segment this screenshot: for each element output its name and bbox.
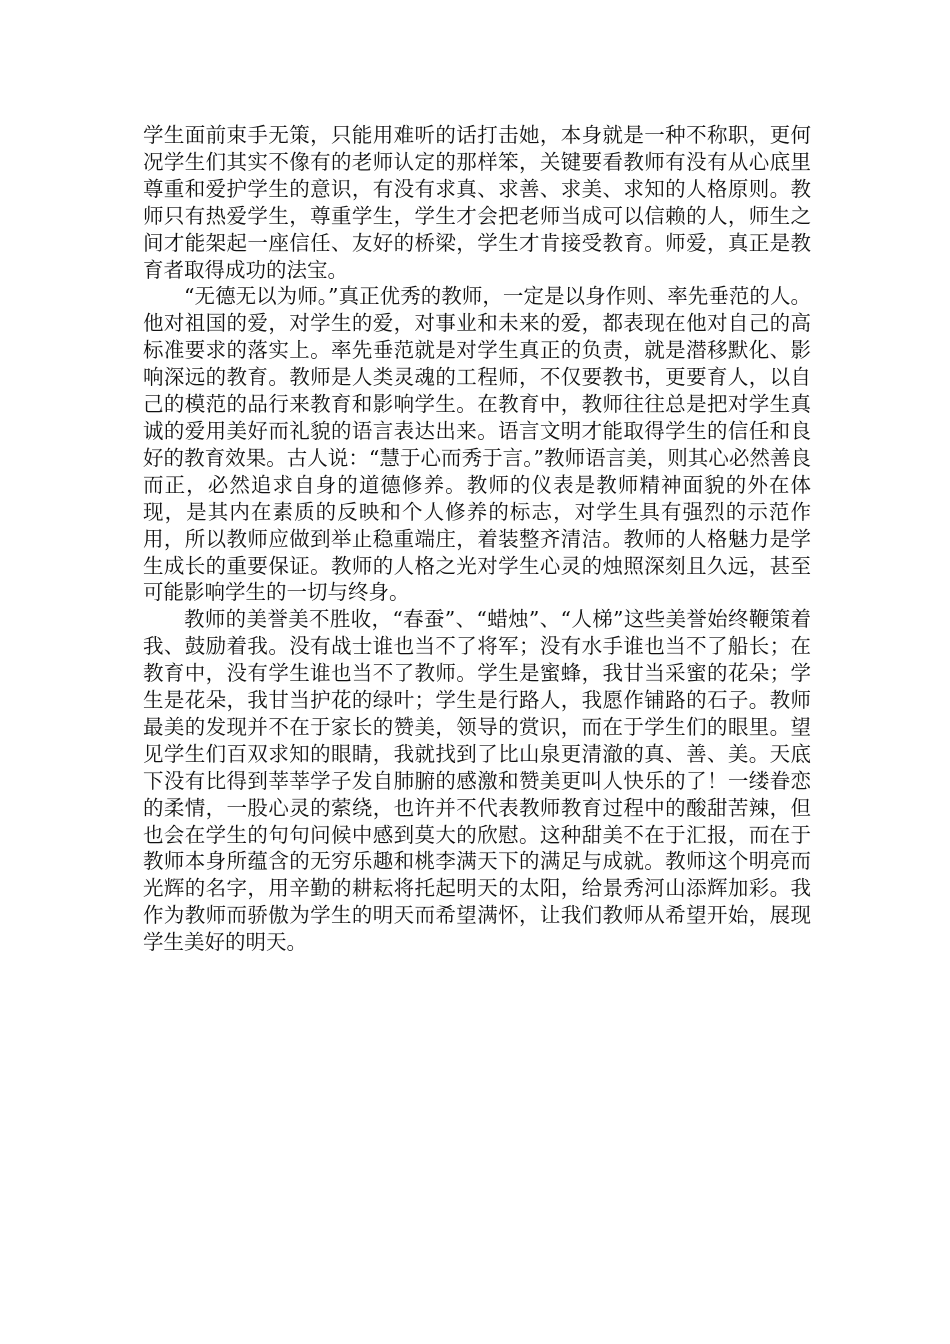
document-body bbox=[143, 122, 811, 956]
paragraph-2: “无德无以为师。”真正优秀的教师，一定是以身作则、率先垂范的人。他对祖国的爱，对学生的爱，对事业和未来的爱，都表现在他对自己的高标准要求的落实上。率先垂范就是对学生真正的负责，就是潜移默化、影响深远的教育。教师是人类灵魂的工程师，不仅要教书，更要育人，以自己的模范的品行来教育和影响学生。在教育中，教师往往总是把对学生真诚的爱用美好而礼貌的语言表达出来。语言文明才能取得学生的信任和良好的教育效果。古人说：“慧于心而秀于言。”教师语言美，则其心必然善良而正，必然追求自身的道德修养。教师的仪表是教师精神面貌的外在体现，是其内在素质的反映和个人修养的标志，对学生具有强烈的示范作用，所以教师应做到举止稳重端庄，着装整齐清洁。教师的人格魅力是学生成长的重要保证。教师的人格之光对学生心灵的烛照深刻且久远，甚至可能影响学生的一切与终身。 bbox=[143, 284, 811, 605]
paragraph-3: 教师的美誉美不胜收，“春蚕”、“蜡烛”、“人梯”这些美誉始终鞭策着我、鼓励着我。没有战士谁也当不了将军；没有水手谁也当不了船长；在教育中，没有学生谁也当不了教师。学生是蜜蜂，我甘当采蜜的花朵；学生是花朵，我甘当护花的绿叶；学生是行路人，我愿作铺路的石子。教师最美的发现并不在于家长的赞美，领导的赏识，而在于学生们的眼里。望见学生们百双求知的眼睛，我就找到了比山泉更清澈的真、善、美。天底下没有比得到莘莘学子发自肺腑的感激和赞美更叫人快乐的了！一缕眷恋的柔情，一股心灵的萦绕，也许并不代表教师教育过程中的酸甜苦辣，但也会在学生的句句问候中感到莫大的欣慰。这种甜美不在于汇报，而在于教师本身所蕴含的无穷乐趣和桃李满天下的满足与成就。教师这个明亮而光辉的名字，用辛勤的耕耘将托起明天的太阳，给景秀河山添辉加彩。我作为教师而骄傲为学生的明天而希望满怀，让我们教师从希望开始，展现学生美好的明天。 bbox=[143, 607, 811, 955]
paragraph-1: 学生面前束手无策，只能用难听的话打击她，本身就是一种不称职，更何况学生们其实不像有的老师认定的那样笨，关键要看教师有没有从心底里尊重和爱护学生的意识，有没有求真、求善、求美、求知的人格原则。教师只有热爱学生，尊重学生，学生才会把老师当成可以信赖的人，师生之间才能架起一座信任、友好的桥梁，学生才肯接受教育。师爱，真正是教育者取得成功的法宝。 bbox=[143, 123, 811, 282]
